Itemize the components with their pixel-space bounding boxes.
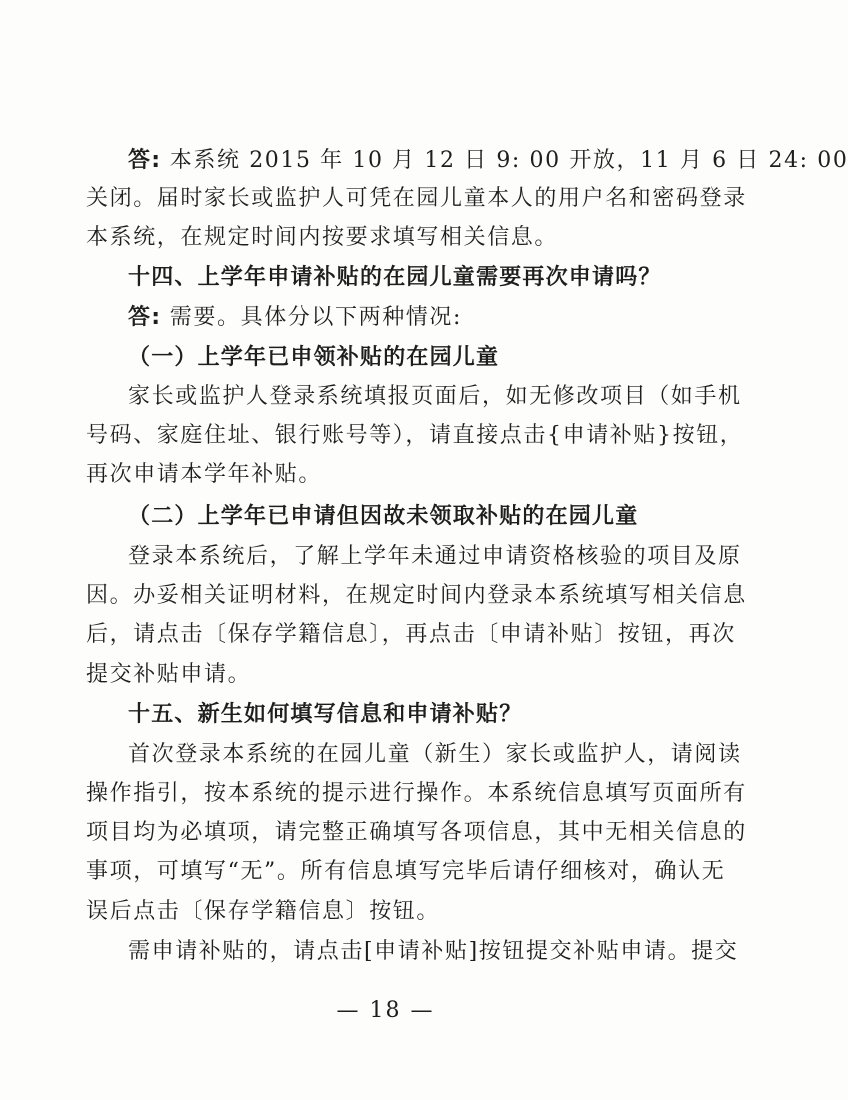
paragraph-3-line-3: 项目均为必填项，请完整正确填写各项信息，其中无相关信息的: [86, 820, 747, 845]
paragraph-3-line-1: 首次登录本系统的在园儿童（新生）家长或监护人，请阅读: [128, 742, 742, 767]
paragraph-2-line-2: 因。办妥相关证明材料，在规定时间内登录本系统填写相关信息: [86, 583, 747, 608]
answer-14-line-1: [128, 303, 686, 333]
answer-13-line-1: [128, 146, 848, 176]
answer-13-line-2: 关闭。届时家长或监护人可凭在园儿童本人的用户名和密码登录: [86, 186, 747, 211]
paragraph-4-line-1: 需申请补贴的，请点击[申请补贴]按钮提交补贴申请。提交: [128, 939, 739, 964]
question-15-heading: 十五、新生如何填写信息和申请补贴？: [128, 702, 523, 727]
answer-13-line-3: 本系统，在规定时间内按要求填写相关信息。: [86, 225, 559, 250]
question-14-heading: 十四、上学年申请补贴的在园儿童需要再次申请吗？: [128, 265, 662, 290]
answer-13-text: 本系统 2015 年 10 月 12 日 9: 00 开放，11 月 6 日 24: 00: [161, 148, 848, 173]
subheading-1: （一）上学年已申领补贴的在园儿童: [128, 345, 500, 370]
subheading-2: （二）上学年已申请但因故未领取补贴的在园儿童: [128, 504, 639, 529]
answer-label: 答:: [128, 305, 162, 330]
paragraph-2-line-3: 后，请点击〔保存学籍信息〕，再点击〔申请补贴〕按钮，再次: [86, 622, 736, 647]
paragraph-1-line-1: 家长或监护人登录系统填报页面后，如无修改项目（如手机: [128, 384, 742, 409]
answer-14-text: 需要。具体分以下两种情况:: [161, 305, 463, 330]
paragraph-1-line-3: 再次申请本学年补贴。: [86, 462, 323, 487]
paragraph-3-line-4: 事项，可填写“无”。所有信息填写完毕后请仔细核对，确认无: [86, 859, 726, 884]
paragraph-1-line-2: 号码、家庭住址、银行账号等），请直接点击{申请补贴}按钮，: [86, 423, 744, 448]
paragraph-3-line-2: 操作指引，按本系统的提示进行操作。本系统信息填写页面所有: [86, 781, 747, 806]
paragraph-2-line-1: 登录本系统后，了解上学年未通过申请资格核验的项目及原: [128, 544, 742, 569]
paragraph-2-line-4: 提交补贴申请。: [86, 662, 252, 687]
paragraph-3-line-5: 误后点击〔保存学籍信息〕按钮。: [86, 899, 441, 924]
answer-label: 答:: [128, 148, 162, 173]
page-number: — 18 —: [336, 998, 435, 1023]
